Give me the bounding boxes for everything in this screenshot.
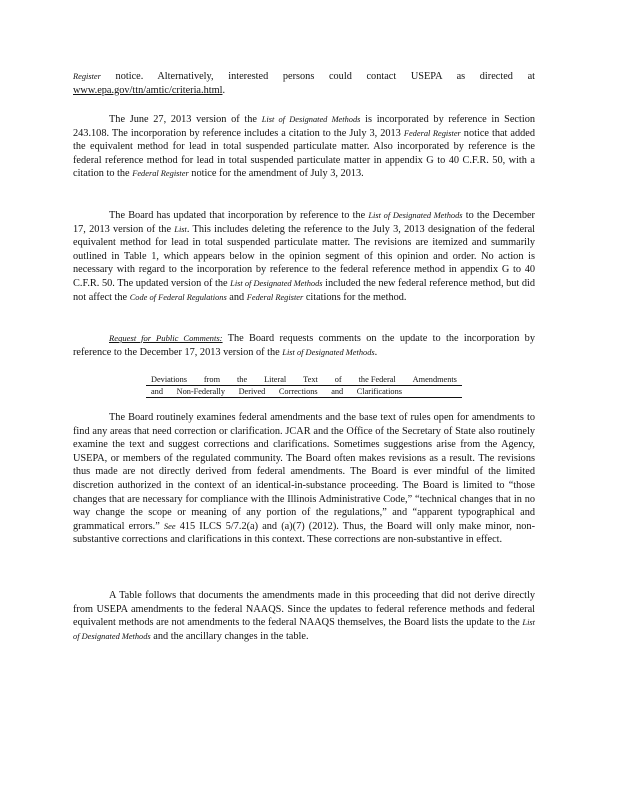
paragraph-routine-examination [73, 411, 535, 547]
italic-register: Register [73, 72, 101, 81]
heading-word: Corrections [278, 387, 318, 396]
p1-text: notice. Alternatively, interested persons could contact USEPA as directed at [100, 71, 535, 82]
heading-word: Literal [264, 375, 287, 384]
p3-text-3: . This includes deleting the reference to the July 3, 2013 designation of the federal equivalent method for lead in total suspended particulate matter. The revisions are itemized and summarily outlined in Table 1, which appears below in the opinion segment of this opinion and order. No action is necessary with regard to the incorporation by reference to the federal reference method in appendix G to 40 C.F.R. 50. The updated version of the [73, 223, 535, 289]
table-heading [146, 374, 462, 398]
paragraph-june-version [73, 113, 535, 181]
table-heading-line-1 [146, 374, 462, 386]
italic-list-designated-methods: List of Designated Methods [368, 211, 463, 220]
p4-text-2: . [374, 346, 378, 358]
italic-federal-register: Federal Register [246, 292, 304, 302]
heading-word: the Federal [358, 375, 396, 384]
heading-word: Amendments [412, 375, 457, 384]
italic-list-designated-methods: List of Designated Methods [73, 618, 535, 641]
p2-text-4: notice for the amendment of July 3, 2013. [188, 168, 364, 180]
heading-word: from [203, 375, 221, 384]
heading-word: of [334, 375, 342, 384]
p3-text-5: and [226, 291, 247, 303]
heading-word: the [237, 375, 248, 384]
p2-text-3: notice that added the equivalent method for lead in total suspended particulate matter. Also incorporated by reference is the federal reference method for lead in total suspended particulate matter in appendix G to 40 C.F.R. 50, with a citation to the [73, 127, 536, 180]
p2-text-2: is incorporated by reference in Section 243.108. The incorporation by reference includes a citation to the July 3, 2013 [73, 114, 535, 139]
p5-text-2: 415 ILCS 5/7.2(a) and (a)(7) (2012). Thus, the Board will only make minor, non-substantive corrections and clarifications in this context. These corrections are non-substantive in effect. [73, 520, 535, 546]
p3-text-6: citations for the method. [303, 291, 407, 303]
table-heading-line-2 [146, 386, 462, 398]
heading-word: and [331, 387, 344, 396]
heading-word: Clarifications [356, 387, 402, 396]
italic-see: See [163, 521, 176, 531]
italic-list-designated-methods: List of Designated Methods [261, 115, 361, 124]
p3-text-1: The Board has updated that incorporation by reference to the [109, 210, 369, 221]
italic-federal-register: Federal Register [132, 169, 189, 179]
p3-text-4: included the new federal reference method, but did not affect the [73, 277, 535, 303]
p6-text-1: A Table follows that documents the amendments made in this proceeding that did not derive directly from USEPA amendments to the federal NAAQS. Since the updates to federal reference methods and federal equivalent methods are not amendments to the federal NAAQS themselves, the Board lists the update to the [73, 590, 535, 629]
p1-end: . [222, 84, 226, 96]
p5-text-1: The Board routinely examines federal amendments and the base text of rules open for amendments to find any areas that need correction or clarification. JCAR and the Office of the Secretary of State also routinely examine the text and suggest corrections and clarifications. Sometimes suggestions arise from the Agency, USEPA, or members of the regulated community. The Board often makes revisions as a result. The revisions thus made are not directly derived from federal amendments. The Board is ever mindful of the limited discretion authorized in the context of an identical-in-substance proceeding. The Board is limited to “those changes that are necessary for compliance with the Illinois Administrative Code,” “technical changes that in no way change the scope or meaning of any portion of the regulations,” and “apparent typographical and grammatical errors.” [73, 412, 535, 532]
paragraph-table-follows [73, 589, 535, 643]
p6-text-2: and the ancillary changes in the table. [150, 630, 309, 642]
italic-code-federal-regulations: Code of Federal Regulations [129, 292, 227, 302]
italic-list-designated-methods: List of Designated Methods [230, 278, 323, 288]
heading-word: Deviations [151, 375, 187, 384]
heading-word: Derived [238, 387, 266, 396]
italic-list-designated-methods: List of Designated Methods [282, 347, 375, 357]
request-public-comments-heading: Request for Public Comments: [109, 333, 223, 343]
italic-list: List [174, 224, 187, 234]
p4-text-1: The Board requests comments on the update to the incorporation by reference to the December 17, 2013 version of the [73, 333, 535, 358]
heading-word: and [151, 387, 163, 396]
paragraph-public-comments [73, 332, 535, 359]
paragraph-board-updated [73, 209, 535, 304]
p3-text-2: to the December 17, 2013 version of the [73, 210, 535, 235]
paragraph-register-notice [73, 70, 535, 97]
p2-text-1: The June 27, 2013 version of the [109, 114, 262, 125]
heading-word: Text [303, 375, 318, 384]
italic-federal-register: Federal Register [403, 128, 461, 138]
heading-word: Non-Federally [176, 387, 225, 396]
usepa-criteria-link[interactable]: www.epa.gov/ttn/amtic/criteria.html [73, 84, 223, 96]
